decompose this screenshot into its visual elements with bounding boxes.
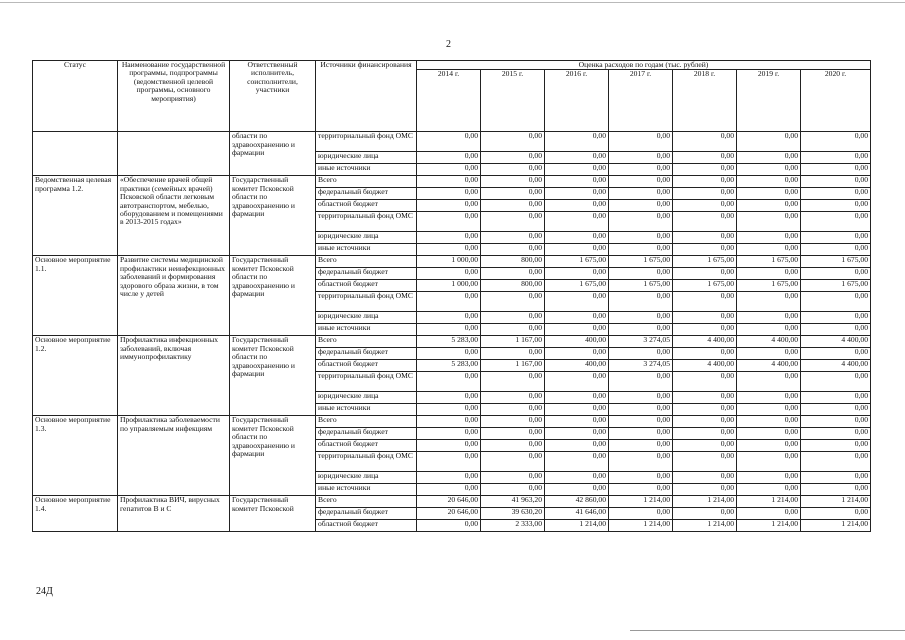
row-status: Основное мероприятие 1.1. (33, 256, 118, 336)
row-value: 0,00 (417, 292, 481, 312)
row-value: 0,00 (545, 292, 609, 312)
row-value: 0,00 (481, 324, 545, 336)
table-row (33, 336, 871, 348)
row-value: 0,00 (609, 292, 673, 312)
row-value: 0,00 (737, 132, 801, 152)
row-value: 1 214,00 (545, 520, 609, 532)
row-value: 0,00 (737, 392, 801, 404)
header-name: Наименование государственной программы, подпрограммы (ведомственной целевой программы, основного мероприятия) (118, 61, 230, 132)
header-year: 2014 г. (417, 70, 481, 132)
row-value: 0,00 (609, 324, 673, 336)
row-value: 0,00 (609, 212, 673, 232)
row-value: 0,00 (737, 508, 801, 520)
row-value: 0,00 (673, 232, 737, 244)
header-sources: Источники финансирования (316, 61, 417, 132)
row-value: 0,00 (609, 188, 673, 200)
row-value: 20 646,00 (417, 508, 481, 520)
row-value: 0,00 (801, 268, 871, 280)
row-value: 41 963,20 (481, 496, 545, 508)
row-value: 1 675,00 (801, 280, 871, 292)
row-value: 1 214,00 (673, 520, 737, 532)
row-value: 1 214,00 (609, 496, 673, 508)
row-value: 0,00 (481, 200, 545, 212)
row-value: 0,00 (673, 508, 737, 520)
row-value: 1 214,00 (737, 520, 801, 532)
header-year: 2017 г. (609, 70, 673, 132)
row-value: 4 400,00 (673, 360, 737, 372)
row-source: федеральный бюджет (316, 268, 417, 280)
row-value: 0,00 (609, 244, 673, 256)
row-value: 2 333,00 (481, 520, 545, 532)
row-value: 0,00 (737, 292, 801, 312)
row-value: 0,00 (545, 372, 609, 392)
row-value: 0,00 (609, 416, 673, 428)
row-value: 0,00 (481, 292, 545, 312)
row-source: областной бюджет (316, 360, 417, 372)
table-row (33, 496, 871, 508)
row-value: 0,00 (673, 312, 737, 324)
row-responsible: Государственный комитет Псковской области по здравоохранению и фармации (230, 256, 316, 336)
row-value: 800,00 (481, 256, 545, 268)
row-source: территориальный фонд ОМС (316, 132, 417, 152)
row-value: 1 214,00 (801, 520, 871, 532)
row-value: 0,00 (609, 312, 673, 324)
scan-edge-line (0, 2, 905, 3)
row-value: 0,00 (737, 372, 801, 392)
row-value: 0,00 (417, 440, 481, 452)
row-source: областной бюджет (316, 200, 417, 212)
row-value: 1 167,00 (481, 336, 545, 348)
row-value: 0,00 (801, 312, 871, 324)
row-value: 0,00 (673, 416, 737, 428)
row-value: 0,00 (609, 176, 673, 188)
header-year: 2020 г. (801, 70, 871, 132)
row-value: 0,00 (417, 416, 481, 428)
row-value: 0,00 (801, 164, 871, 176)
row-value: 0,00 (481, 232, 545, 244)
row-value: 20 646,00 (417, 496, 481, 508)
row-value: 0,00 (481, 392, 545, 404)
row-value: 0,00 (737, 188, 801, 200)
row-source: юридические лица (316, 232, 417, 244)
row-value: 1 214,00 (609, 520, 673, 532)
row-source: Всего (316, 256, 417, 268)
row-value: 0,00 (609, 508, 673, 520)
row-value: 3 274,05 (609, 360, 673, 372)
row-value: 0,00 (737, 244, 801, 256)
row-source: федеральный бюджет (316, 428, 417, 440)
row-value: 0,00 (737, 348, 801, 360)
row-status (33, 132, 118, 176)
row-value: 1 675,00 (545, 256, 609, 268)
row-value: 0,00 (801, 176, 871, 188)
row-value: 0,00 (417, 268, 481, 280)
row-value: 1 675,00 (673, 280, 737, 292)
row-source: территориальный фонд ОМС (316, 452, 417, 472)
row-value: 0,00 (801, 152, 871, 164)
row-value: 800,00 (481, 280, 545, 292)
row-source: Всего (316, 496, 417, 508)
row-value: 0,00 (417, 164, 481, 176)
row-value: 0,00 (481, 268, 545, 280)
row-value: 0,00 (609, 164, 673, 176)
row-value: 0,00 (545, 324, 609, 336)
row-value: 0,00 (545, 152, 609, 164)
row-value: 0,00 (481, 152, 545, 164)
row-value: 0,00 (673, 200, 737, 212)
row-value: 4 400,00 (737, 360, 801, 372)
row-value: 0,00 (609, 152, 673, 164)
row-value: 0,00 (609, 232, 673, 244)
row-value: 0,00 (417, 176, 481, 188)
row-source: федеральный бюджет (316, 348, 417, 360)
row-value: 0,00 (609, 484, 673, 496)
row-source: областной бюджет (316, 440, 417, 452)
row-value: 0,00 (801, 372, 871, 392)
row-value: 0,00 (481, 348, 545, 360)
row-source: Всего (316, 176, 417, 188)
row-value: 0,00 (545, 232, 609, 244)
row-value: 0,00 (737, 404, 801, 416)
row-value: 0,00 (801, 292, 871, 312)
table-row (33, 416, 871, 428)
row-value: 1 675,00 (737, 280, 801, 292)
row-value: 0,00 (737, 152, 801, 164)
row-value: 0,00 (673, 176, 737, 188)
row-value: 0,00 (417, 472, 481, 484)
row-value: 0,00 (737, 212, 801, 232)
row-value: 0,00 (417, 312, 481, 324)
row-source: Всего (316, 416, 417, 428)
row-value: 0,00 (545, 200, 609, 212)
row-source: иные источники (316, 324, 417, 336)
row-value: 0,00 (801, 244, 871, 256)
row-value: 0,00 (609, 472, 673, 484)
row-value: 1 167,00 (481, 360, 545, 372)
row-value: 5 283,00 (417, 360, 481, 372)
row-value: 0,00 (673, 164, 737, 176)
row-source: юридические лица (316, 472, 417, 484)
row-value: 0,00 (481, 440, 545, 452)
row-value: 4 400,00 (801, 360, 871, 372)
header-year: 2015 г. (481, 70, 545, 132)
row-value: 0,00 (417, 484, 481, 496)
row-value: 0,00 (609, 372, 673, 392)
row-value: 0,00 (417, 132, 481, 152)
row-value: 1 675,00 (673, 256, 737, 268)
row-value: 0,00 (481, 164, 545, 176)
row-value: 0,00 (417, 428, 481, 440)
header-estimate: Оценка расходов по годам (тыс. рублей) (417, 61, 871, 70)
row-program-name: Профилактика ВИЧ, вирусных гепатитов В и С (118, 496, 230, 532)
row-value: 0,00 (545, 484, 609, 496)
row-value: 1 675,00 (801, 256, 871, 268)
row-value: 0,00 (737, 484, 801, 496)
row-status: Основное мероприятие 1.2. (33, 336, 118, 416)
row-value: 0,00 (545, 392, 609, 404)
row-value: 0,00 (801, 404, 871, 416)
row-value: 1 675,00 (609, 280, 673, 292)
header-year: 2016 г. (545, 70, 609, 132)
row-value: 0,00 (609, 132, 673, 152)
row-value: 0,00 (673, 268, 737, 280)
budget-table (32, 60, 871, 532)
row-value: 4 400,00 (673, 336, 737, 348)
row-value: 39 630,20 (481, 508, 545, 520)
row-value: 1 214,00 (737, 496, 801, 508)
row-value: 0,00 (545, 416, 609, 428)
row-value: 0,00 (609, 348, 673, 360)
row-value: 0,00 (673, 292, 737, 312)
row-program-name: «Обеспечение врачей общей практики (семейных врачей) Псковской области легковым автотранспортом, мебелью, оборудованием и помещениями в 2013-2015 годах» (118, 176, 230, 256)
row-value: 0,00 (673, 428, 737, 440)
row-value: 0,00 (673, 392, 737, 404)
row-value: 0,00 (481, 416, 545, 428)
row-value: 0,00 (609, 440, 673, 452)
row-value: 4 400,00 (801, 336, 871, 348)
row-source: юридические лица (316, 312, 417, 324)
row-source: иные источники (316, 164, 417, 176)
row-value: 0,00 (737, 176, 801, 188)
row-value: 42 860,00 (545, 496, 609, 508)
row-value: 0,00 (673, 348, 737, 360)
row-value: 0,00 (545, 212, 609, 232)
row-value: 0,00 (545, 268, 609, 280)
row-value: 0,00 (609, 392, 673, 404)
row-value: 1 214,00 (801, 496, 871, 508)
row-value: 1 214,00 (673, 496, 737, 508)
row-value: 0,00 (481, 428, 545, 440)
row-value: 0,00 (545, 188, 609, 200)
row-value: 0,00 (481, 404, 545, 416)
row-value: 0,00 (481, 176, 545, 188)
row-value: 0,00 (673, 472, 737, 484)
row-value: 0,00 (545, 472, 609, 484)
row-source: федеральный бюджет (316, 508, 417, 520)
row-value: 0,00 (801, 416, 871, 428)
row-value: 0,00 (545, 452, 609, 472)
row-source: юридические лица (316, 392, 417, 404)
row-source: иные источники (316, 404, 417, 416)
row-source: областной бюджет (316, 520, 417, 532)
row-value: 0,00 (481, 372, 545, 392)
page-number: 2 (446, 39, 451, 50)
row-value: 0,00 (801, 232, 871, 244)
row-value: 0,00 (481, 484, 545, 496)
table-row (33, 132, 871, 152)
row-value: 0,00 (417, 152, 481, 164)
row-value: 0,00 (737, 164, 801, 176)
row-source: иные источники (316, 244, 417, 256)
row-program-name: Развитие системы медицинской профилактики неинфекционных заболеваний и формирования здорового образа жизни, в том числе у детей (118, 256, 230, 336)
row-source: юридические лица (316, 152, 417, 164)
header-year: 2019 г. (737, 70, 801, 132)
row-value: 400,00 (545, 336, 609, 348)
row-program-name: Профилактика инфекционных заболеваний, включая иммунопрофилактику (118, 336, 230, 416)
table-header (33, 61, 871, 132)
row-responsible: Государственный комитет Псковской области по здравоохранению и фармации (230, 416, 316, 496)
row-value: 0,00 (609, 404, 673, 416)
row-value: 0,00 (801, 200, 871, 212)
row-value: 0,00 (481, 188, 545, 200)
row-value: 1 000,00 (417, 280, 481, 292)
row-value: 0,00 (545, 440, 609, 452)
row-value: 0,00 (545, 164, 609, 176)
row-value: 0,00 (417, 372, 481, 392)
row-value: 0,00 (673, 324, 737, 336)
row-value: 0,00 (801, 392, 871, 404)
row-status: Основное мероприятие 1.3. (33, 416, 118, 496)
row-value: 0,00 (801, 348, 871, 360)
row-value: 3 274,05 (609, 336, 673, 348)
row-status: Ведомственная целевая программа 1.2. (33, 176, 118, 256)
row-value: 0,00 (481, 312, 545, 324)
header-responsible: Ответственный исполнитель, соисполнители, участники (230, 61, 316, 132)
row-value: 0,00 (737, 268, 801, 280)
row-value: 0,00 (673, 132, 737, 152)
row-value: 0,00 (737, 440, 801, 452)
row-program-name (118, 132, 230, 176)
row-value: 400,00 (545, 360, 609, 372)
row-responsible: Государственный комитет Псковской области по здравоохранению и фармации (230, 176, 316, 256)
row-value: 0,00 (417, 404, 481, 416)
header-year: 2018 г. (673, 70, 737, 132)
row-value: 41 646,00 (545, 508, 609, 520)
row-value: 0,00 (737, 200, 801, 212)
row-value: 0,00 (737, 312, 801, 324)
row-value: 0,00 (609, 200, 673, 212)
row-value: 0,00 (673, 452, 737, 472)
row-source: иные источники (316, 484, 417, 496)
row-value: 0,00 (801, 212, 871, 232)
row-value: 1 000,00 (417, 256, 481, 268)
row-value: 0,00 (417, 244, 481, 256)
table-body (33, 132, 871, 532)
row-value: 0,00 (609, 452, 673, 472)
row-value: 0,00 (737, 232, 801, 244)
row-source: территориальный фонд ОМС (316, 372, 417, 392)
row-value: 0,00 (545, 404, 609, 416)
row-value: 0,00 (673, 188, 737, 200)
row-value: 0,00 (737, 428, 801, 440)
row-value: 0,00 (545, 176, 609, 188)
row-value: 0,00 (417, 232, 481, 244)
row-value: 0,00 (673, 484, 737, 496)
row-value: 0,00 (801, 132, 871, 152)
table-row (33, 176, 871, 188)
row-value: 0,00 (481, 212, 545, 232)
scan-edge-line (630, 630, 905, 631)
row-value: 0,00 (673, 372, 737, 392)
row-value: 0,00 (609, 428, 673, 440)
row-value: 1 675,00 (737, 256, 801, 268)
row-status: Основное мероприятие 1.4. (33, 496, 118, 532)
row-value: 0,00 (417, 212, 481, 232)
row-value: 0,00 (801, 188, 871, 200)
row-source: федеральный бюджет (316, 188, 417, 200)
row-value: 0,00 (417, 392, 481, 404)
row-value: 0,00 (545, 244, 609, 256)
row-value: 0,00 (737, 324, 801, 336)
row-value: 0,00 (609, 268, 673, 280)
row-responsible: области по здравоохранению и фармации (230, 132, 316, 176)
row-value: 0,00 (417, 188, 481, 200)
row-value: 0,00 (801, 440, 871, 452)
row-responsible: Государственный комитет Псковской (230, 496, 316, 532)
row-value: 0,00 (417, 200, 481, 212)
row-value: 0,00 (737, 472, 801, 484)
row-value: 0,00 (801, 484, 871, 496)
row-value: 0,00 (673, 152, 737, 164)
row-value: 0,00 (673, 440, 737, 452)
row-value: 0,00 (481, 244, 545, 256)
row-value: 0,00 (801, 472, 871, 484)
row-value: 0,00 (801, 324, 871, 336)
row-value: 0,00 (481, 452, 545, 472)
row-source: Всего (316, 336, 417, 348)
row-value: 0,00 (417, 520, 481, 532)
row-value: 0,00 (737, 452, 801, 472)
header-status: Статус (33, 61, 118, 132)
row-value: 1 675,00 (545, 280, 609, 292)
row-value: 0,00 (801, 508, 871, 520)
row-source: территориальный фонд ОМС (316, 292, 417, 312)
row-value: 0,00 (545, 428, 609, 440)
row-value: 0,00 (673, 404, 737, 416)
row-value: 0,00 (481, 132, 545, 152)
row-value: 0,00 (417, 348, 481, 360)
row-value: 0,00 (673, 212, 737, 232)
row-value: 0,00 (481, 472, 545, 484)
row-value: 5 283,00 (417, 336, 481, 348)
row-responsible: Государственный комитет Псковской области по здравоохранению и фармации (230, 336, 316, 416)
footer-code: 24Д (36, 586, 53, 597)
row-source: территориальный фонд ОМС (316, 212, 417, 232)
row-source: областной бюджет (316, 280, 417, 292)
row-value: 0,00 (673, 244, 737, 256)
row-value: 1 675,00 (609, 256, 673, 268)
row-value: 0,00 (545, 312, 609, 324)
row-value: 0,00 (545, 132, 609, 152)
row-value: 0,00 (417, 452, 481, 472)
row-value: 0,00 (801, 452, 871, 472)
row-value: 0,00 (801, 428, 871, 440)
row-program-name: Профилактика заболеваемости по управляемым инфекциям (118, 416, 230, 496)
row-value: 4 400,00 (737, 336, 801, 348)
row-value: 0,00 (417, 324, 481, 336)
table-row (33, 256, 871, 268)
row-value: 0,00 (545, 348, 609, 360)
row-value: 0,00 (737, 416, 801, 428)
